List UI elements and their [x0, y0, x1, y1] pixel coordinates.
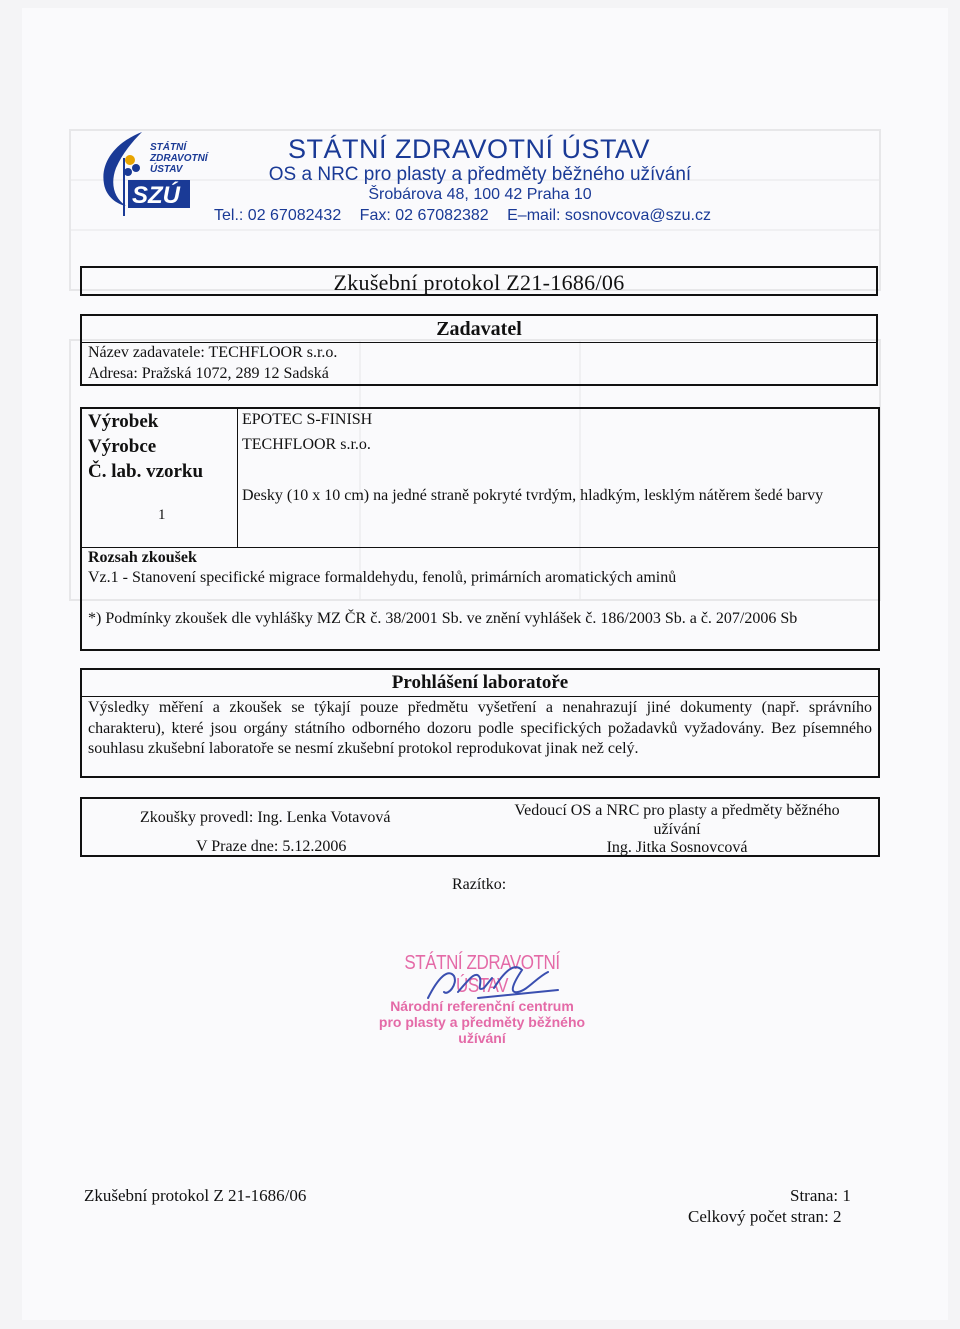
test-conditions: *) Podmínky zkoušek dle vyhlášky MZ ČR č. 38/2001 Sb. ve znění vyhlášek č. 186/2003 Sb. a č. 207/2006 Sb	[88, 610, 798, 627]
svg-text:STÁTNÍ: STÁTNÍ	[150, 142, 187, 153]
szu-logo	[92, 128, 210, 220]
scope-item: Vz.1 - Stanovení specifické migrace formaldehydu, fenolů, primárních aromatických aminů	[88, 569, 677, 586]
declaration-heading: Prohlášení laboratoře	[391, 672, 569, 693]
footer-protocol-ref: Zkušební protokol Z 21-1686/06	[84, 1186, 307, 1205]
svg-text:ZDRAVOTNÍ: ZDRAVOTNÍ	[150, 153, 208, 164]
total-pages: Celkový počet stran: 2	[688, 1207, 842, 1226]
manufacturer-label: Výrobce	[88, 436, 157, 457]
manufacturer-value: TECHFLOOR s.r.o.	[242, 436, 371, 453]
issue-date: V Praze dne: 5.12.2006	[196, 838, 347, 855]
org-subtitle: OS a NRC pro plasty a předměty běžného užívání	[268, 164, 692, 185]
email-link[interactable]: E–mail: sosnovcova@szu.cz	[507, 207, 711, 224]
svg-text:ÚSTAV: ÚSTAV	[150, 164, 183, 175]
product-value: EPOTEC S-FINISH	[242, 411, 373, 428]
scope-heading: Rozsah zkoušek	[88, 549, 197, 566]
declaration-text: Výsledky měření a zkoušek se týkají pouze předmětu vyšetření a nenahrazují jiné dokumenty (např. správního charakteru), které jsou orgány státního odborného dozoru podle specifických požadavků vyžadovány. Bez písemného souhlasu zkušební laboratoře se nesmí zkušební protokol reprodukovat jinak než celý.	[88, 699, 872, 757]
sample-description: Desky (10 x 10 cm) na jedné straně pokryté tvrdým, hladkým, lesklým nátěrem šedé barvy	[242, 487, 824, 504]
phone: Tel.: 02 67082432	[214, 207, 342, 224]
stamp-line-3: pro plasty a předměty běžného	[378, 1014, 586, 1030]
performed-by: Zkoušky provedl: Ing. Lenka Votavová	[140, 809, 391, 826]
page-number: Strana: 1	[790, 1186, 851, 1205]
product-label: Výrobek	[88, 411, 159, 432]
protocol-title-box	[80, 266, 878, 296]
org-name: STÁTNÍ ZDRAVOTNÍ ÚSTAV	[288, 134, 651, 164]
handwritten-signature	[418, 948, 568, 1018]
stamp-line-2: Národní referenční centrum	[390, 998, 574, 1014]
signature-section	[80, 797, 880, 857]
client-section	[80, 314, 878, 386]
head-title: Vedoucí OS a NRC pro plasty a předměty běžného užívání	[514, 802, 840, 838]
head-name: Ing. Jitka Sosnovcová	[606, 839, 748, 856]
org-contact	[214, 207, 725, 225]
org-address: Šrobárova 48, 100 42 Praha 10	[368, 186, 592, 203]
client-address: Adresa: Pražská 1072, 289 12 Sadská	[88, 365, 329, 382]
divider	[82, 696, 878, 697]
fax: Fax: 02 67082382	[359, 207, 489, 224]
divider	[237, 409, 238, 547]
stamp-label: Razítko:	[452, 876, 507, 893]
protocol-title: Zkušební protokol Z21-1686/06	[333, 270, 625, 295]
client-name: Název zadavatele: TECHFLOOR s.r.o.	[88, 344, 338, 361]
sample-label: Č. lab. vzorku	[88, 461, 204, 482]
stamp-line-1: STÁTNÍ ZDRAVOTNÍ ÚSTAV	[404, 952, 560, 997]
product-section	[80, 407, 880, 651]
stamp-line-4: užívání	[458, 1030, 506, 1046]
lab-declaration	[80, 668, 880, 778]
svg-text:SZÚ: SZÚ	[132, 182, 180, 209]
divider	[82, 342, 876, 343]
divider	[82, 547, 878, 548]
client-heading: Zadavatel	[436, 318, 522, 340]
sample-number: 1	[158, 507, 166, 523]
